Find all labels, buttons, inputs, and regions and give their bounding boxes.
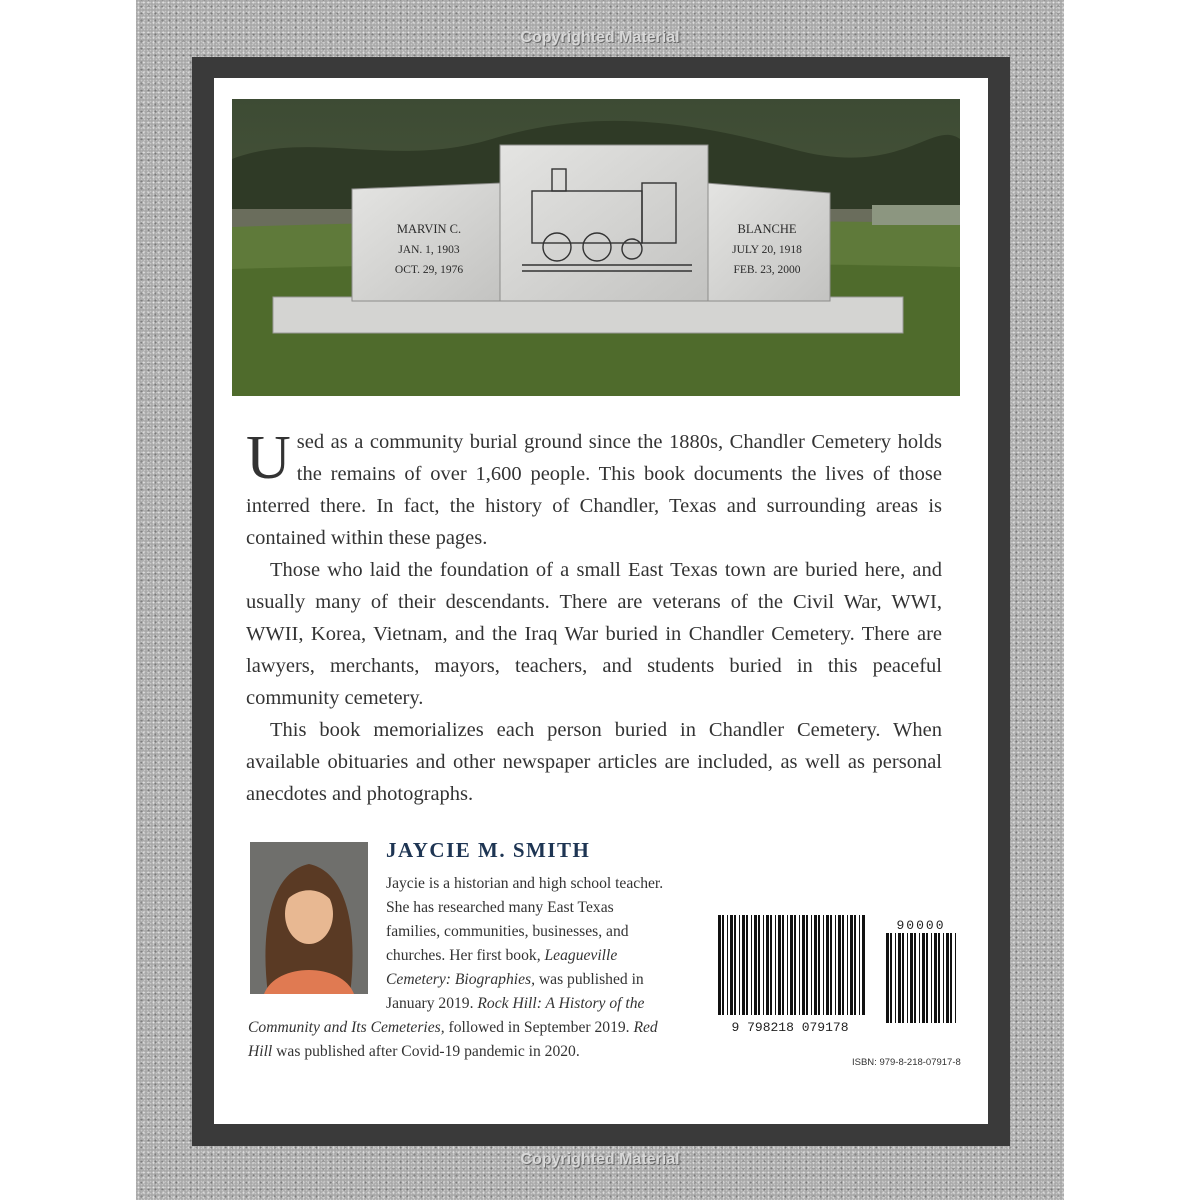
addon-barcode-bars (886, 933, 956, 1023)
right-stone-name: BLANCHE (737, 222, 797, 236)
right-stone-born: JULY 20, 1918 (732, 244, 802, 256)
drop-cap: U (246, 424, 291, 492)
author-bio: Jaycie is a historian and high school teacher. She has researched many East Texas families, communities, businesses, and churches. Her first book, Leagueville Cemetery: Biographies, was published in January 2019. Rock Hill: A History of the Community and Its Cemeteries, followed in September 2019. Red Hill was published after Covid-19 pandemic in 2020. (248, 872, 668, 1064)
barcode-bars (718, 915, 865, 1015)
watermark-top: Copyrighted Material (520, 29, 680, 46)
description-paragraph-1: Used as a community burial ground since the 1880s, Chandler Cemetery holds the remains of over 1,600 people. This book documents the lives of those interred there. In fact, the history of Chandler, Texas and surrounding areas is contained within these pages. (246, 424, 942, 549)
left-stone-name: MARVIN C. (396, 222, 462, 236)
description-paragraph-2: Those who laid the foundation of a small East Texas town are buried here, and usually many of their descendants. There are veterans of the Civil War, WWI, WWII, Korea, Vietnam, and the Iraq War buried in Chandler Cemetery. There are lawyers, merchants, mayors, teachers, and students buried in this peaceful community cemetery. (246, 559, 942, 709)
headstone-photo (232, 99, 960, 396)
left-stone-born: JAN. 1, 1903 (398, 244, 460, 256)
author-name: JAYCIE M. SMITH (386, 838, 591, 862)
book-description (246, 426, 942, 810)
photo-wrap-spacer (248, 872, 386, 998)
left-stone-died: OCT. 29, 1976 (394, 264, 464, 276)
barcode-digits: 9 798218 079178 (731, 1020, 849, 1035)
watermark-bottom: Copyrighted Material (520, 1151, 680, 1168)
description-paragraph-3: This book memorializes each person buried in Chandler Cemetery. When available obituaries and other newspaper articles are included, as well as personal anecdotes and photographs. (246, 719, 942, 805)
isbn-barcode (716, 915, 960, 1035)
barcode-addon-digits: 90000 (896, 918, 946, 933)
isbn-number: ISBN: 979-8-218-07917-8 (852, 1057, 961, 1068)
right-stone-died: FEB. 23, 2000 (733, 264, 801, 276)
